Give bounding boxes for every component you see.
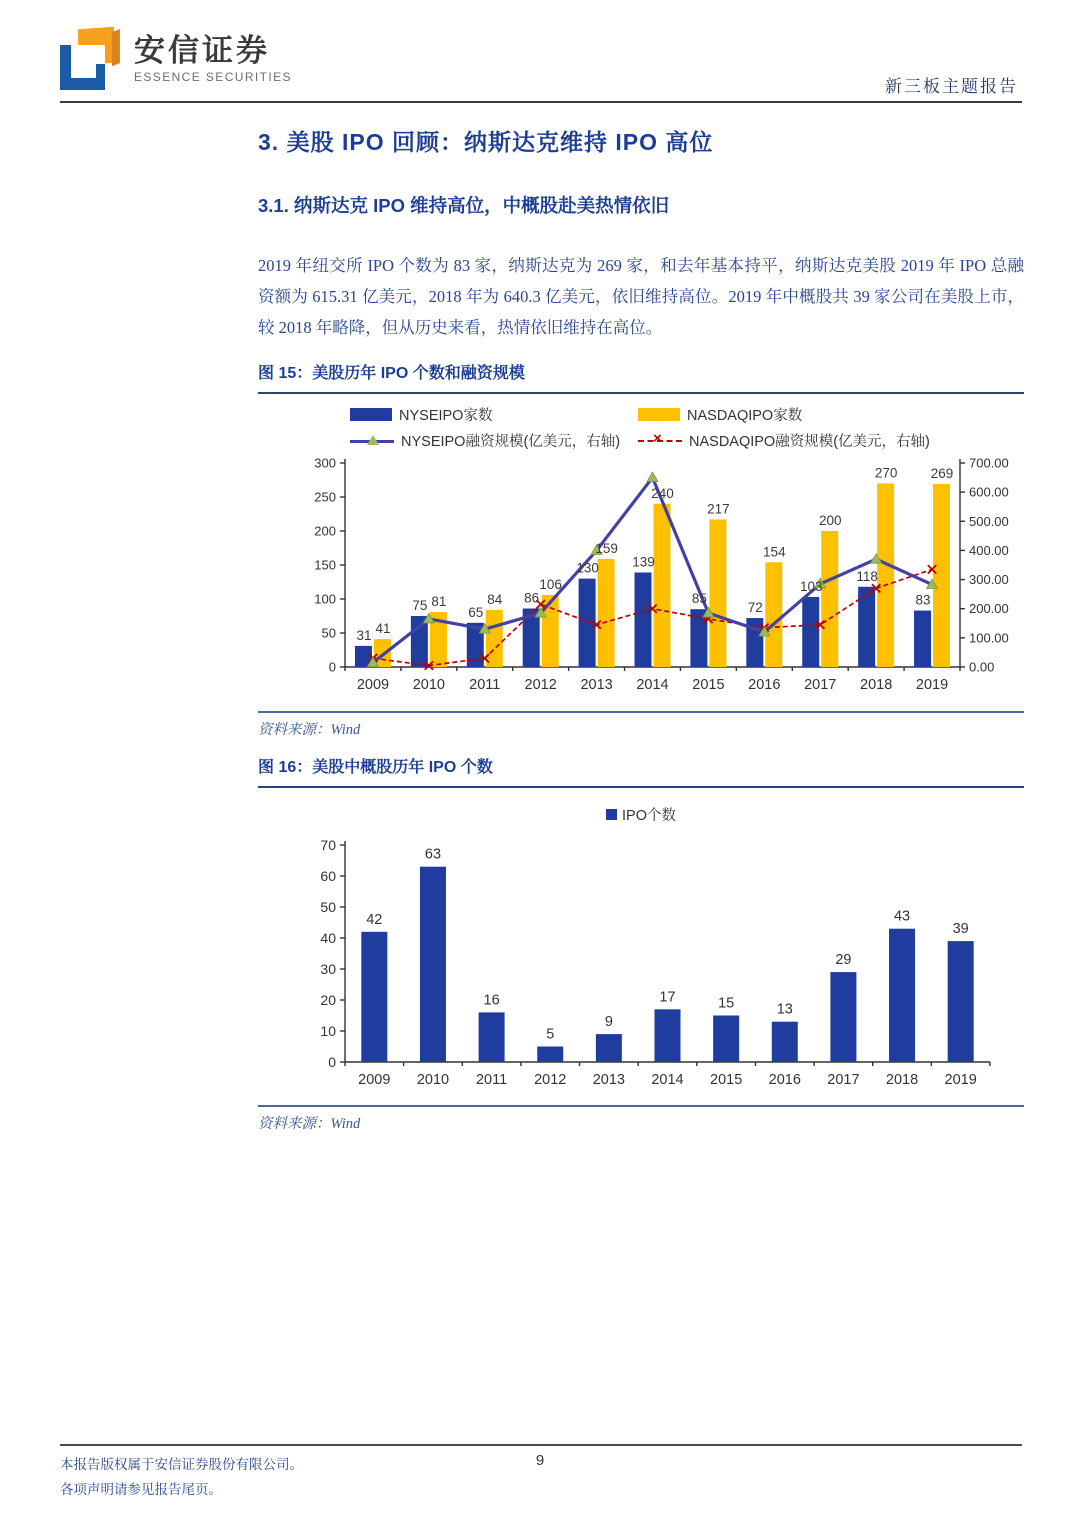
svg-text:2012: 2012 — [524, 677, 557, 693]
svg-text:118: 118 — [856, 568, 878, 584]
svg-text:75: 75 — [412, 598, 428, 613]
bar-chart-china-concept-ipo — [303, 831, 1023, 1093]
svg-text:63: 63 — [424, 846, 442, 863]
svg-text:2019: 2019 — [944, 1072, 977, 1088]
svg-text:2018: 2018 — [885, 1072, 919, 1088]
svg-text:154: 154 — [763, 544, 786, 560]
svg-text:2016: 2016 — [748, 677, 781, 693]
logo-text — [134, 34, 292, 84]
svg-text:2014: 2014 — [651, 1072, 684, 1088]
legend-item-nyse-proceeds — [350, 430, 638, 451]
svg-text:200.00: 200.00 — [969, 601, 1009, 617]
source-label: 资料来源： — [258, 1116, 331, 1132]
svg-text:10: 10 — [320, 1023, 336, 1039]
svg-text:217: 217 — [707, 501, 730, 517]
nyse-bar-swatch-icon — [350, 408, 392, 421]
essence-securities-logo — [60, 28, 292, 90]
svg-text:600.00: 600.00 — [969, 484, 1009, 500]
svg-text:2011: 2011 — [475, 1072, 508, 1088]
svg-text:9: 9 — [604, 1014, 613, 1031]
svg-text:65: 65 — [468, 604, 484, 620]
svg-text:400.00: 400.00 — [969, 542, 1009, 558]
legend-label: NASDAQIPO融资规模(亿美元，右轴) — [689, 434, 930, 450]
svg-text:200: 200 — [818, 513, 842, 528]
source-value: Wind — [330, 1116, 361, 1132]
source-label: 资料来源： — [258, 722, 331, 738]
svg-text:250: 250 — [314, 489, 336, 505]
figure16-title — [258, 757, 1024, 788]
logo-cube-icon — [60, 28, 120, 90]
svg-text:15: 15 — [718, 995, 735, 1012]
svg-text:700.00: 700.00 — [969, 455, 1009, 471]
svg-text:39: 39 — [952, 921, 969, 938]
svg-text:70: 70 — [320, 837, 336, 853]
svg-text:200: 200 — [314, 523, 336, 539]
figure16-source — [258, 1105, 1024, 1133]
svg-text:2015: 2015 — [710, 1072, 743, 1088]
legend-label: NYSEIPO融资规模(亿美元，右轴) — [401, 434, 621, 450]
header-divider — [60, 101, 1022, 103]
svg-text:300: 300 — [314, 455, 336, 471]
svg-text:85: 85 — [691, 591, 707, 607]
report-type-label: 新三板主题报告 — [885, 77, 1018, 96]
nyse-line-swatch-icon — [350, 434, 394, 447]
svg-text:60: 60 — [320, 868, 336, 884]
brand-name-cn: 安信证券 — [134, 33, 270, 68]
svg-text:269: 269 — [930, 466, 954, 482]
svg-text:16: 16 — [483, 992, 500, 1009]
svg-text:2017: 2017 — [827, 1072, 860, 1088]
svg-text:50: 50 — [321, 625, 336, 641]
svg-text:17: 17 — [659, 989, 676, 1006]
legend-label: IPO个数 — [622, 808, 676, 824]
svg-text:0: 0 — [328, 659, 336, 675]
svg-text:2016: 2016 — [768, 1072, 801, 1088]
nasdaq-bar-swatch-icon — [638, 408, 680, 421]
svg-text:2011: 2011 — [469, 677, 501, 693]
svg-text:2010: 2010 — [416, 1072, 450, 1088]
svg-text:270: 270 — [874, 465, 898, 481]
figure16-title-text: 美股中概股历年 IPO 个数 — [312, 759, 493, 776]
svg-text:81: 81 — [431, 593, 447, 609]
svg-text:0.00: 0.00 — [969, 659, 995, 675]
combo-chart-ipo-counts-proceeds — [303, 455, 1023, 699]
svg-text:100.00: 100.00 — [969, 630, 1009, 646]
svg-text:84: 84 — [487, 591, 503, 607]
figure15 — [258, 363, 1024, 739]
svg-text:40: 40 — [320, 930, 336, 946]
figure16-legend — [258, 804, 1024, 825]
svg-text:2010: 2010 — [412, 677, 445, 693]
svg-text:130: 130 — [576, 560, 599, 576]
figure15-label: 图 15： — [258, 365, 313, 382]
svg-text:139: 139 — [632, 554, 655, 570]
footer-line2: 各项声明请参见报告尾页。 — [60, 1482, 222, 1497]
svg-text:106: 106 — [539, 576, 562, 592]
svg-text:2017: 2017 — [804, 677, 837, 693]
ipo-count-swatch-icon — [606, 809, 617, 820]
legend-label: NYSEIPO家数 — [399, 408, 493, 424]
figure15-title — [258, 363, 1024, 394]
svg-text:2015: 2015 — [692, 677, 725, 693]
svg-text:41: 41 — [375, 621, 391, 637]
svg-text:159: 159 — [595, 540, 618, 556]
svg-text:50: 50 — [320, 899, 336, 915]
legend-item-nyse-count — [350, 404, 638, 425]
svg-text:72: 72 — [747, 600, 763, 616]
svg-text:31: 31 — [356, 627, 372, 643]
figure15-title-text: 美股历年 IPO 个数和融资规模 — [312, 365, 525, 382]
svg-text:43: 43 — [893, 908, 911, 925]
footer-divider — [60, 1444, 1022, 1446]
svg-text:2012: 2012 — [534, 1072, 567, 1088]
figure16 — [258, 757, 1024, 1133]
svg-text:2013: 2013 — [592, 1072, 625, 1088]
svg-text:2014: 2014 — [636, 677, 669, 693]
svg-text:42: 42 — [366, 911, 383, 928]
figure15-source — [258, 711, 1024, 739]
svg-text:30: 30 — [320, 961, 336, 977]
svg-text:2019: 2019 — [915, 677, 949, 693]
svg-text:2013: 2013 — [580, 677, 613, 693]
svg-text:5: 5 — [546, 1026, 555, 1043]
legend-label: NASDAQIPO家数 — [687, 408, 803, 424]
svg-text:300.00: 300.00 — [969, 572, 1009, 588]
nasdaq-line-swatch-icon: × — [638, 434, 682, 447]
legend-item-nasdaq-count — [638, 404, 1024, 425]
svg-text:500.00: 500.00 — [969, 513, 1009, 529]
source-value: Wind — [330, 722, 361, 738]
svg-text:13: 13 — [776, 1001, 793, 1018]
svg-text:150: 150 — [314, 557, 336, 573]
figure16-label: 图 16： — [258, 759, 313, 776]
subsection-title: 3.1. 纳斯达克 IPO 维持高位，中概股赴美热情依旧 — [258, 195, 670, 216]
svg-text:29: 29 — [835, 952, 852, 969]
section-title: 3. 美股 IPO 回顾：纳斯达克维持 IPO 高位 — [258, 129, 714, 155]
logo-blue-square — [60, 45, 105, 90]
legend-item-nasdaq-proceeds — [638, 430, 1024, 451]
figure15-legend — [350, 404, 1024, 451]
svg-text:240: 240 — [651, 485, 674, 501]
svg-text:100: 100 — [314, 591, 336, 607]
svg-text:20: 20 — [320, 992, 336, 1008]
svg-text:2009: 2009 — [358, 1072, 391, 1088]
svg-text:2009: 2009 — [356, 677, 390, 693]
svg-text:103: 103 — [799, 578, 823, 594]
footer-line1: 本报告版权属于安信证券股份有限公司。 — [60, 1457, 303, 1472]
svg-text:86: 86 — [524, 590, 540, 606]
body-paragraph: 2019 年纽交所 IPO 个数为 83 家，纳斯达克为 269 家，和去年基本持平，纳斯达克美股 2019 年 IPO 总融资额为 615.31 亿美元，2018 年为 640.3 亿美元，依旧维持高位。2019 年中概股共 39 家公司在美股上市，较 2018 年略降，但从历史来看，热情依旧维持在高位。 — [258, 256, 1024, 337]
svg-text:2018: 2018 — [860, 677, 893, 693]
svg-text:0: 0 — [328, 1054, 336, 1070]
svg-text:83: 83 — [915, 592, 931, 608]
brand-name-en: ESSENCE SECURITIES — [134, 70, 292, 84]
page-number: 9 — [535, 1452, 545, 1469]
